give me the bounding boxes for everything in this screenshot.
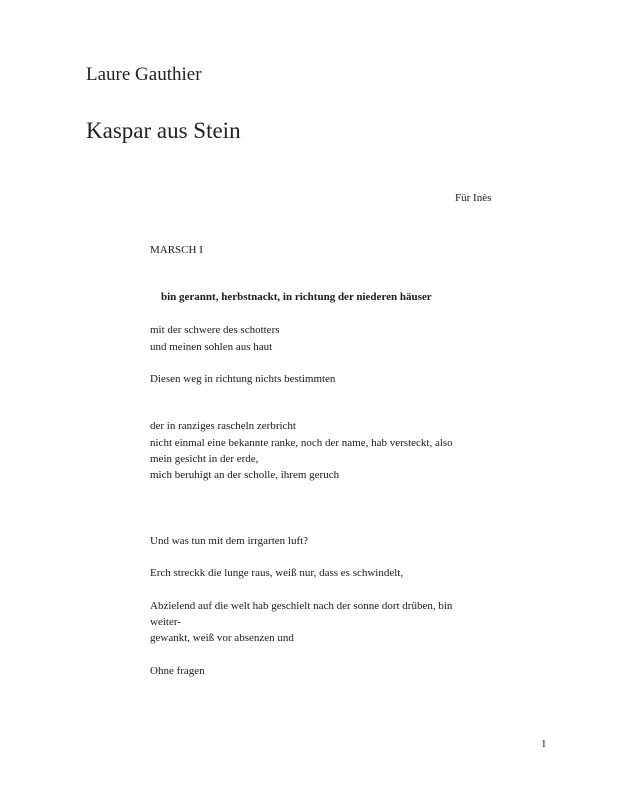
poem-line: und meinen sohlen aus haut (150, 341, 273, 353)
poem-line: Erch streckk die lunge raus, weiß nur, dass es schwindelt, (150, 567, 404, 579)
poem-line: mein gesicht in der erde, (150, 453, 259, 465)
poem-line: Abzielend auf die welt hab geschielt nach der sonne dort drüben, bin (150, 600, 453, 612)
page-number: 1 (541, 738, 547, 750)
section-heading: MARSCH I (150, 244, 203, 256)
document-title: Kaspar aus Stein (86, 118, 241, 143)
author-name: Laure Gauthier (86, 64, 202, 85)
poem-line: der in ranziges rascheln zerbricht (150, 420, 296, 432)
poem-line: nicht einmal eine bekannte ranke, noch der name, hab versteckt, also (150, 437, 453, 449)
poem-line: Und was tun mit dem irrgarten luft? (150, 535, 309, 547)
poem-line: Ohne fragen (150, 665, 205, 677)
dedication: Für Inès (455, 192, 492, 204)
poem-line: mit der schwere des schotters (150, 324, 280, 336)
lead-line: bin gerannt, herbstnackt, in richtung der niederen häuser (161, 291, 432, 303)
poem-line: mich beruhigt an der scholle, ihrem geruch (150, 469, 340, 481)
poem-line: gewankt, weiß vor absenzen und (150, 632, 294, 644)
poem-line: Diesen weg in richtung nichts bestimmten (150, 373, 336, 385)
poem-line: weiter- (150, 616, 181, 628)
